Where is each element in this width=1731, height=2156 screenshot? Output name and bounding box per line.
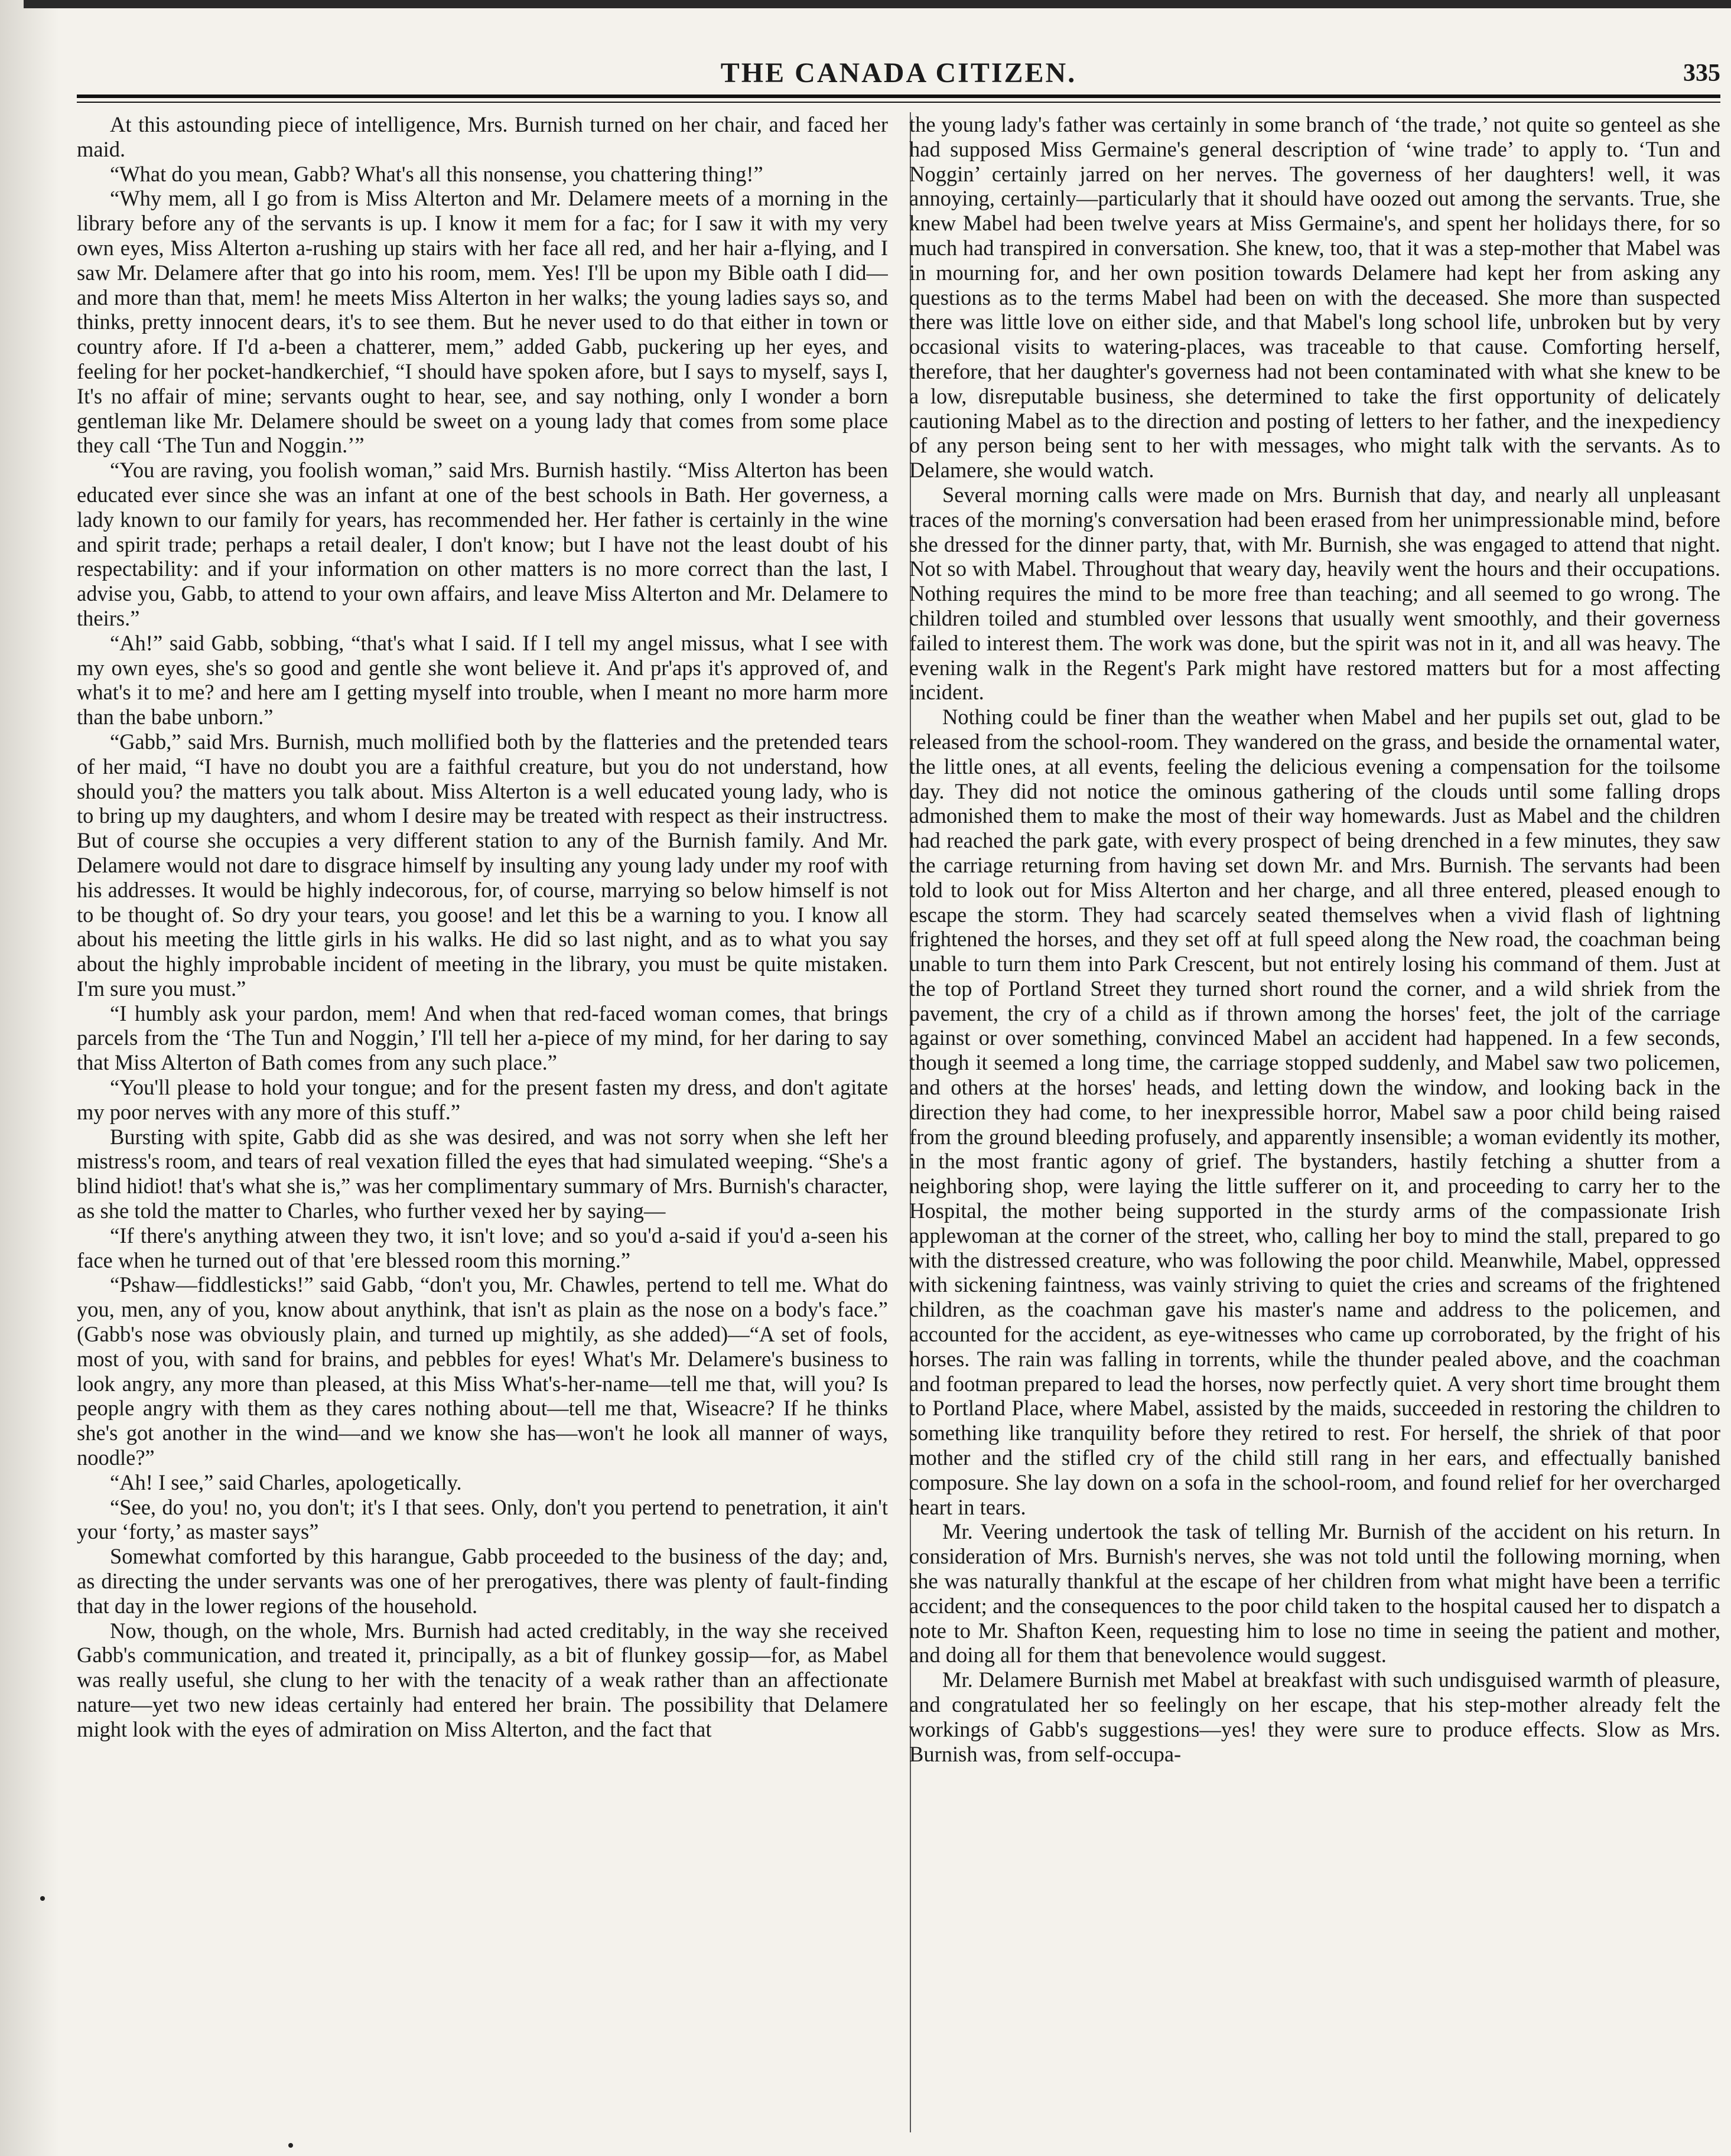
paragraph: “Why mem, all I go from is Miss Alterton and Mr. Delamere meets of a morning in the library before any of the servants is up. I know it mem for a fac; for I saw it with my very own eyes, Miss Alterton a-rushing up stairs with her face all red, and her hair a-flying, and I saw Mr. Delamere after that go into his room, mem. Yes! I'll be upon my Bible oath I did—and more than that, mem! he meets Miss Alterton in her walks; the young ladies says so, and thinks, pretty innocent dears, it's to see them. But he never used to do that either in town or country afore. If I'd a-been a chatterer, mem,” added Gabb, puckering up her eyes, and feeling for her pocket-handkerchief, “I should have spoken afore, but I says to myself, says I, It's no affair of mine; servants ought to hear, see, and say nothing, only I wonder a born gentleman like Mr. Delamere should be sweet on a young lady that comes from some place they call ‘The Tun and Noggin.’” xyxy=(77,186,888,458)
paragraph: “If there's anything atween they two, it isn't love; and so you'd a-said if you'd a-seen his face when he turned out of that 'ere blessed room this morning.” xyxy=(77,1223,888,1272)
margin-speck xyxy=(288,2143,293,2148)
margin-speck xyxy=(40,1896,45,1901)
paragraph: “Pshaw—fiddlesticks!” said Gabb, “don't you, Mr. Chawles, pertend to tell me. What do you, men, any of you, know about anythink, that isn't as plain as the nose on a body's face.” (Gabb's nose was obviously plain, and turned up mightily, as she added)—“A set of fools, most of you, with sand for brains, and pebbles for eyes! What's Mr. Delamere's business to look angry, any more than pleased, at this Miss What's-her-name—tell me that, will you? Is people angry with them as they cares nothing about—tell me that, Wiseacre? If he thinks she's got another in the wind—and we know she has—won't he look all manner of ways, noodle?” xyxy=(77,1272,888,1470)
paragraph: “Gabb,” said Mrs. Burnish, much mollified both by the flatteries and the pretended tears of her maid, “I have no doubt you are a faithful creature, but you do not understand, how should you? the matters you talk about. Miss Alterton is a well educated young lady, who is to bring up my daughters, and whom I desire may be treated with respect as their instructress. But of course she occupies a very different station to any of the Burnish family. And Mr. Delamere would not dare to disgrace himself by insulting any young lady under my roof with his addresses. It would be highly indecorous, for, of course, marrying so below himself is not to be thought of. So dry your tears, you goose! and let this be a warning to you. I know all about his meeting the little girls in his walks. He did so last night, and as to what you say about the highly improbable incident of meeting in the library, you must be quite mistaken. I'm sure you must.” xyxy=(77,729,888,1001)
header-rule-thick xyxy=(77,95,1720,98)
paragraph: Now, though, on the whole, Mrs. Burnish had acted creditably, in the way she received Gabb's communication, and treated it, principally, as a bit of flunkey gossip—for, as Mabel was really useful, she clung to her with the tenacity of a weak rather than an affectionate nature—yet two new ideas certainly had entered her brain. The possibility that Delamere might look with the eyes of admiration on Miss Alterton, and the fact that xyxy=(77,1618,888,1741)
paragraph: At this astounding piece of intelligence, Mrs. Burnish turned on her chair, and faced her maid. xyxy=(77,112,888,161)
publication-title: THE CANADA CITIZEN. xyxy=(720,57,1077,89)
paragraph: Somewhat comforted by this harangue, Gabb proceeded to the business of the day; and, as directing the under servants was one of her prerogatives, there was plenty of fault-finding that day in the lower regions of the household. xyxy=(77,1544,888,1618)
paragraph: Mr. Delamere Burnish met Mabel at breakfast with such undisguised warmth of pleasure, and congratulated her so feelingly on her escape, that his step-mother already felt the workings of Gabb's suggestions—yes! they were sure to produce effects. Slow as Mrs. Burnish was, from self-occupa- xyxy=(909,1668,1720,1766)
paragraph: “What do you mean, Gabb? What's all this nonsense, you chattering thing!” xyxy=(110,161,763,186)
paragraph: Several morning calls were made on Mrs. Burnish that day, and nearly all unpleasant traces of the morning's conversation had been erased from her unimpressionable mind, before she dressed for the dinner party, that, with Mr. Burnish, she was engaged to attend that night. Not so with Mabel. Throughout that weary day, heavily went the hours and their occupations. Nothing requires the mind to be more free than teaching; and all seemed to go wrong. The children toiled and stumbled over lessons that usually went smoothly, and their governess failed to interest them. The work was done, but the spirit was not in it, and all was heavy. The evening walk in the Regent's Park might have restored matters but for a most affecting incident. xyxy=(909,482,1720,705)
scan-margin xyxy=(0,0,59,2156)
paragraph: the young lady's father was certainly in some branch of ‘the trade,’ not quite so genteel as she had supposed Miss Germaine's general description of ‘wine trade’ to apply to. ‘Tun and Noggin’ certainly jarred on her nerves. The governess of her daughters! well, it was annoying, certainly—particularly that it should have oozed out among the servants. True, she knew Mabel had been twelve years at Miss Germaine's, and spent her holidays there, for so much had transpired in conversation. She knew, too, that it was a step-mother that Mabel was in mourning for, and her own position towards Delamere had kept her from asking any questions as to the terms Mabel had been on with the deceased. She more than suspected there was little love on either side, and that Mabel's long school life, unbroken but by very occasional visits to watering-places, was traceable to that cause. Comforting herself, therefore, that her daughter's governess had not been contaminated with what she knew to be a low, disreputable business, she determined to take the first opportunity of delicately cautioning Mabel as to the direction and posting of letters to her father, and the inexpediency of any person being sent to her with messages, who might talk with the servants. As to Delamere, she would watch. xyxy=(909,112,1720,483)
paragraph: “You'll please to hold your tongue; and for the present fasten my dress, and don't agitate my poor nerves with any more of this stuff.” xyxy=(77,1075,888,1124)
newspaper-page xyxy=(65,0,1726,2156)
right-column xyxy=(909,112,1720,2132)
left-column xyxy=(77,112,888,2132)
paragraph: “See, do you! no, you don't; it's I that sees. Only, don't you pertend to penetration, it ain't your ‘forty,’ as master says” xyxy=(77,1494,888,1544)
header-rule-thin xyxy=(77,102,1720,103)
page-header xyxy=(77,57,1720,92)
paragraph: Nothing could be finer than the weather when Mabel and her pupils set out, glad to be released from the school-room. They wandered on the grass, and beside the ornamental water, the little ones, at all events, feeling the delicious evening a compensation for the toilsome day. They did not notice the ominous gathering of the clouds until some falling drops admonished them to make the most of their way homewards. Just as Mabel and the children had reached the park gate, with every prospect of being drenched in a few minutes, they saw the carriage returning from having set down Mr. and Mrs. Burnish. The servants had been told to look out for Miss Alterton and her charge, and all three entered, pleased enough to escape the storm. They had scarcely seated themselves when a vivid flash of lightning frightened the horses, and they set off at full speed along the New road, the coachman being unable to turn them into Park Crescent, but not entirely losing his command of them. Just at the top of Portland Street they turned short round the corner, and a wild shriek from the pavement, the cry of a child as if thrown among the horses' feet, the jolt of the carriage against or over something, convinced Mabel an accident had happened. In a few seconds, though it seemed a long time, the carriage stopped suddenly, and Mabel saw two policemen, and others at the horses' heads, and letting down the window, and looking back in the direction they had come, to her inexpressible horror, Mabel saw a poor child being raised from the ground bleeding profusely, and apparently insensible; a woman evidently its mother, in the most frantic agony of grief. The bystanders, hastily fetching a shutter from a neighboring shop, were laying the little sufferer on it, and proceeding to carry her to the Hospital, the mother being supported in the sturdy arms of the compassionate Irish applewoman at the corner of the street, who, calling her boy to mind the stall, prepared to go with the distressed creature, who was following the poor child. Meanwhile, Mabel, oppressed with sickening faintness, was vainly striving to quiet the cries and screams of the frightened children, as the coachman gave his master's name and address to the policemen, and accounted for the accident, as eye-witnesses who came up corroborated, by the fright of his horses. The rain was falling in torrents, while the thunder pealed above, and the coachman and footman prepared to lead the horses, now perfectly quiet. A very short time brought them to Portland Place, where Mabel, assisted by the maids, succeeded in restoring the children to something like tranquility before they retired to rest. For herself, the shriek of that poor mother and the stifled cry of the child still rang in her ears, and effectually banished composure. She lay down on a sofa in the school-room, and found relief for her overcharged heart in tears. xyxy=(909,705,1720,1519)
paragraph: “You are raving, you foolish woman,” said Mrs. Burnish hastily. “Miss Alterton has been educated ever since she was an infant at one of the best schools in Bath. Her governess, a lady known to our family for years, has recommended her. Her father is certainly in the wine and spirit trade; perhaps a retail dealer, I don't know; but I have not the least doubt of his respectability: and if your information on other matters is no more correct than the last, I advise you, Gabb, to attend to your own affairs, and leave Miss Alterton and Mr. Delamere to theirs.” xyxy=(77,458,888,630)
paragraph: “I humbly ask your pardon, mem! And when that red-faced woman comes, that brings parcels from the ‘The Tun and Noggin,’ I'll tell her a-piece of my mind, for her daring to say that Miss Alterton of Bath comes from any such place.” xyxy=(77,1001,888,1075)
article-columns xyxy=(77,112,1720,2132)
paragraph: Bursting with spite, Gabb did as she was desired, and was not sorry when she left her mistress's room, and tears of real vexation filled the eyes that had simulated weeping. “She's a blind hidiot! that's what she is,” was her complimentary summary of Mrs. Burnish's character, as she told the matter to Charles, who further vexed her by saying— xyxy=(77,1124,888,1223)
paragraph: Mr. Veering undertook the task of telling Mr. Burnish of the accident on his return. In consideration of Mrs. Burnish's nerves, she was not told until the following morning, when she was naturally thankful at the escape of her children from what might have been a terrific accident; and the consequences to the poor child taken to the hospital caused her to dispatch a note to Mr. Shafton Keen, requesting him to lose no time in seeing the patient and mother, and doing all for them that benevolence would suggest. xyxy=(909,1519,1720,1668)
page-number: 335 xyxy=(1683,60,1720,87)
paragraph: “Ah!” said Gabb, sobbing, “that's what I said. If I tell my angel missus, what I see with my own eyes, she's so good and gentle she wont believe it. And pr'aps it's approved of, and what's it to me? and here am I getting myself into trouble, when I meant no more harm more than the babe unborn.” xyxy=(77,630,888,729)
paragraph: “Ah! I see,” said Charles, apologetically. xyxy=(110,1470,462,1494)
